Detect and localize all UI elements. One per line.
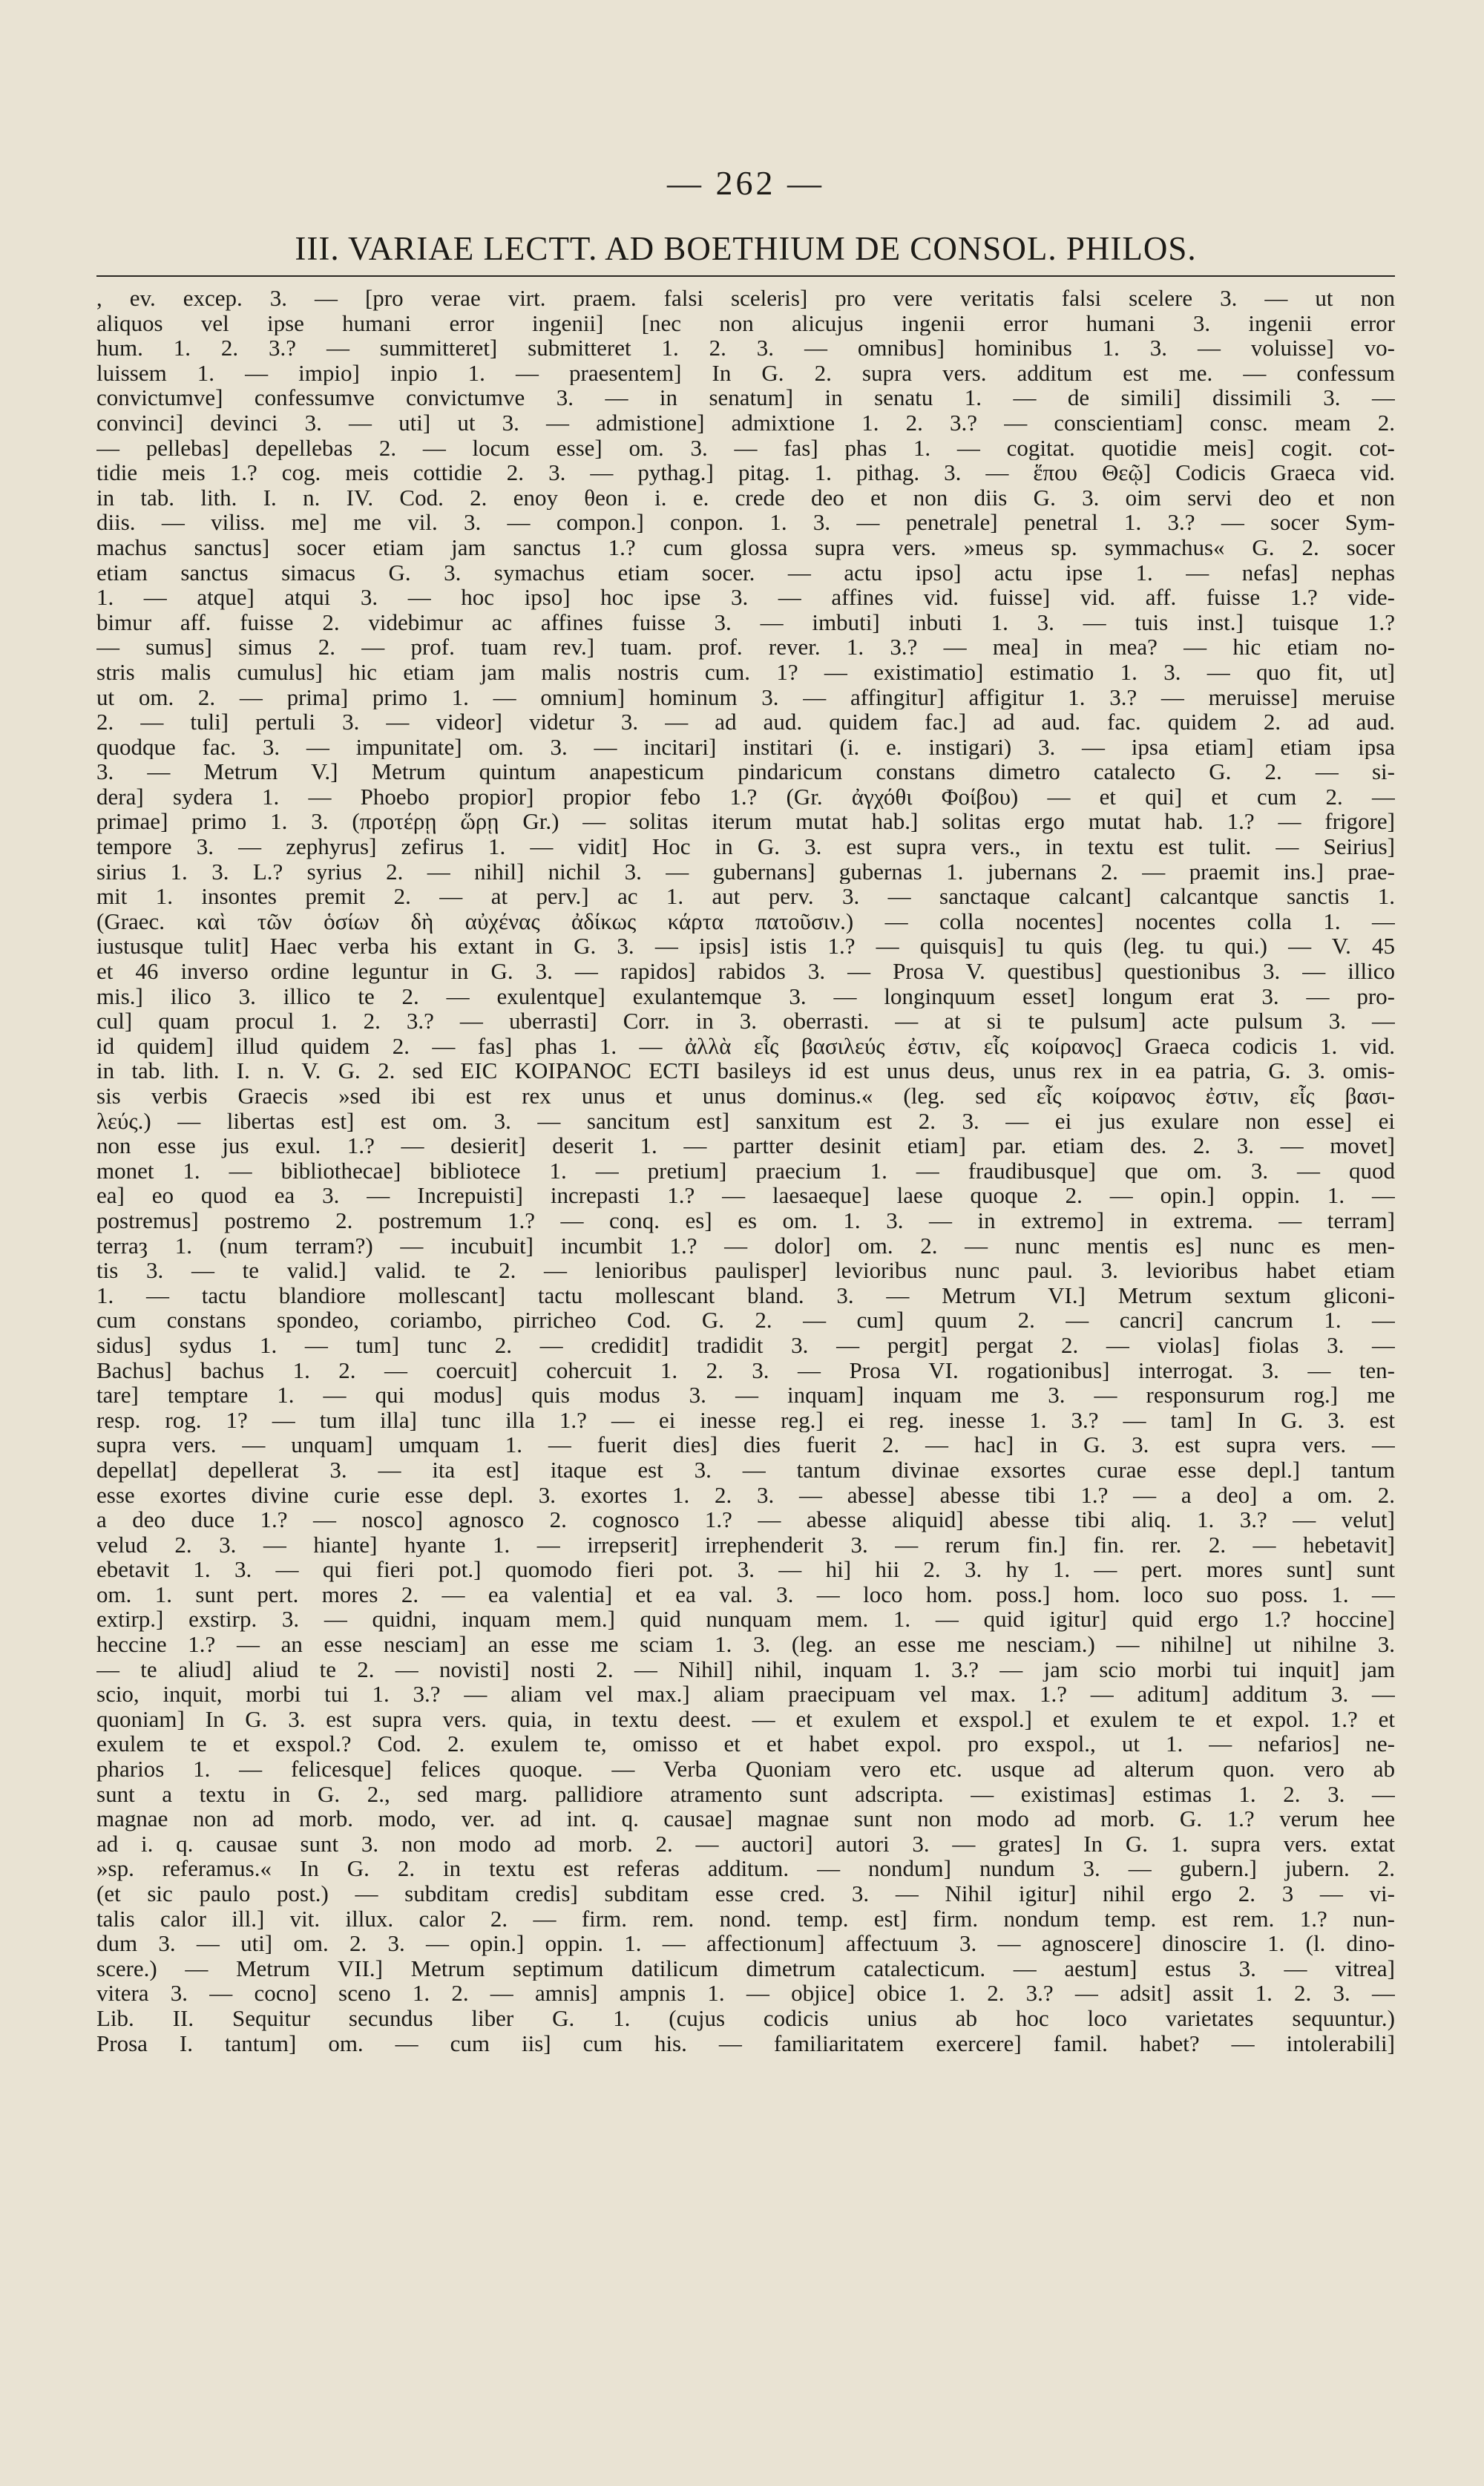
text-line: (et sic paulo post.) — subditam credis] subditam esse cred. 3. — Nihil igitur] nihil ergo 2. 3 — vi- (96, 1881, 1395, 1906)
text-line: om. 1. sunt pert. mores 2. — ea valentia] et ea val. 3. — loco hom. poss.] hom. loco suo poss. 1. — (96, 1581, 1395, 1607)
text-line: λεύς.) — libertas est] est om. 3. — sancitum est] sanxitum est 2. 3. — ei jus exulare non esse] ei (96, 1108, 1395, 1134)
text-line: tidie meis 1.? cog. meis cottidie 2. 3. — pythag.] pitag. 1. pithag. 3. — ἕπου Θεῷ] Codicis Graeca vid. (96, 460, 1395, 485)
text-line: pharios 1. — felicesque] felices quoque. — Verba Quoniam vero etc. usque ad alterum quon. vero ab (96, 1757, 1395, 1782)
text-line: esse exortes divine curie esse depl. 3. exortes 1. 2. 3. — abesse] abesse tibi 1.? — a deo] a om. 2. (96, 1482, 1395, 1508)
text-line: mit 1. insontes premit 2. — at perv.] ac 1. aut perv. 3. — sanctaque calcant] calcantque sanctis 1. (96, 884, 1395, 909)
text-line: magnae non ad morb. modo, ver. ad int. q. causae] magnae sunt non modo ad morb. G. 1.? verum hee (96, 1806, 1395, 1831)
text-line: quoniam] In G. 3. est supra vers. quia, in textu deest. — et exulem et exspol.] et exulem te et expol. 1.? et (96, 1706, 1395, 1732)
text-line: — pellebas] depellebas 2. — locum esse] om. 3. — fas] phas 1. — cogitat. quotidie meis] cogit. cot- (96, 435, 1395, 461)
text-line: in tab. lith. I. n. IV. Cod. 2. enoy θeon i. e. crede deo et non diis G. 3. oim servi deo et non (96, 485, 1395, 511)
text-line: mis.] ilico 3. illico te 2. — exulentque] exulantemque 3. — longinquum esset] longum erat 3. — pro- (96, 983, 1395, 1009)
critical-apparatus-text (96, 286, 1395, 2056)
text-line: ut om. 2. — prima] primo 1. — omnium] hominum 3. — affingitur] affigitur 1. 3.? — meruisse] meruise (96, 684, 1395, 710)
text-line: machus sanctus] socer etiam jam sanctus 1.? cum glossa supra vers. »meus sp. symmachus« G. 2. socer (96, 534, 1395, 560)
text-line: — sumus] simus 2. — prof. tuam rev.] tuam. prof. rever. 1. 3.? — mea] in mea? — hic etiam no- (96, 634, 1395, 660)
text-line: 3. — Metrum V.] Metrum quintum anapesticum pindaricum constans dimetro catalecto G. 2. — si- (96, 759, 1395, 784)
text-line: dum 3. — uti] om. 2. 3. — opin.] oppin. 1. — affectionum] affectuum 3. — agnoscere] dinoscire 1. (l. dino- (96, 1931, 1395, 1956)
text-line: Lib. II. Sequitur secundus liber G. 1. (cujus codicis unius ab hoc loco varietates sequuntur.) (96, 2005, 1395, 2031)
text-line: non esse jus exul. 1.? — desierit] deserit 1. — partter desinit etiam] par. etiam des. 2. 3. — movet] (96, 1133, 1395, 1158)
text-line: resp. rog. 1? — tum illa] tunc illa 1.? — ei inesse reg.] ei reg. inesse 1. 3.? — tam] In G. 3. est (96, 1407, 1395, 1433)
text-line: dera] sydera 1. — Phoebo propior] propior febo 1.? (Gr. ἀγχόθι Φοίβου) — et qui] et cum 2. — (96, 784, 1395, 810)
text-line: depellat] depellerat 3. — ita est] itaque est 3. — tantum divinae exsortes curae esse depl.] tantum (96, 1457, 1395, 1483)
text-line: diis. — viliss. me] me vil. 3. — compon.] conpon. 1. 3. — penetrale] penetral 1. 3.? — socer Sym- (96, 510, 1395, 535)
text-line: tare] temptare 1. — qui modus] quis modus 3. — inquam] inquam me 3. — responsurum rog.] me (96, 1383, 1395, 1408)
text-line: sis verbis Graecis »sed ibi est rex unus et unus dominus.« (leg. sed εἷς κοίρανος ἐστιν, εἷς βασι- (96, 1083, 1395, 1109)
text-line: sidus] sydus 1. — tum] tunc 2. — credidit] tradidit 3. — pergit] pergat 2. — violas] fiolas 3. — (96, 1332, 1395, 1358)
text-line: — te aliud] aliud te 2. — novisti] nosti 2. — Nihil] nihil, inquam 1. 3.? — jam scio morbi tui inquit] jam (96, 1656, 1395, 1682)
text-line: postremus] postremo 2. postremum 1.? — conq. es] es om. 1. 3. — in extremo] in extrema. — terram] (96, 1207, 1395, 1233)
text-line: sirius 1. 3. L.? syrius 2. — nihil] nichil 3. — gubernans] gubernas 1. jubernans 2. — praemit ins.] prae- (96, 859, 1395, 885)
text-line: etiam sanctus simacus G. 3. symachus etiam socer. — actu ipso] actu ipse 1. — nefas] nephas (96, 560, 1395, 586)
text-line: extirp.] exstirp. 3. — quidni, inquam mem.] quid nunquam mem. 1. — quid igitur] quid ergo 1.? hoccine] (96, 1607, 1395, 1633)
text-line: talis calor ill.] vit. illux. calor 2. — firm. rem. nond. temp. est] firm. nondum temp. est rem. 1.? nun- (96, 1906, 1395, 1932)
text-line: quodque fac. 3. — impunitate] om. 3. — incitari] institari (i. e. instigari) 3. — ipsa etiam] etiam ipsa (96, 734, 1395, 760)
text-line: bimur aff. fuisse 2. videbimur ac affines fuisse 3. — imbuti] inbuti 1. 3. — tuis inst.] tuisque 1.? (96, 609, 1395, 635)
text-line: »sp. referamus.« In G. 2. in textu est referas additum. — nondum] nundum 3. — gubern.] jubern. 2. (96, 1856, 1395, 1881)
text-line: scio, inquit, morbi tui 1. 3.? — aliam vel max.] aliam praecipuam vel max. 1.? — aditum] additum 3. — (96, 1682, 1395, 1707)
text-line: vitera 3. — cocno] sceno 1. 2. — amnis] ampnis 1. — objice] obice 1. 2. 3.? — adsit] assit 1. 2. 3. — (96, 1981, 1395, 2006)
text-line: scere.) — Metrum VII.] Metrum septimum datilicum dimetrum catalecticum. — aestum] estus 3. — vitrea] (96, 1955, 1395, 1981)
text-line: 1. — atque] atqui 3. — hoc ipso] hoc ipse 3. — affines vid. fuisse] vid. aff. fuisse 1.? vide- (96, 585, 1395, 610)
text-line: heccine 1.? — an esse nesciam] an esse me sciam 1. 3. (leg. an esse me nesciam.) — nihilne] ut nihilne 3. (96, 1632, 1395, 1657)
text-line: exulem te et exspol.? Cod. 2. exulem te, omisso et et habet expol. pro exspol., ut 1. — nefarios] ne- (96, 1731, 1395, 1757)
text-line: ebetavit 1. 3. — qui fieri pot.] quomodo fieri pot. 3. — hi] hii 2. 3. hy 1. — pert. mores sunt] sunt (96, 1557, 1395, 1582)
text-line: hum. 1. 2. 3.? — summitteret] submitteret 1. 2. 3. — omnibus] hominibus 1. 3. — voluisse] vo- (96, 335, 1395, 361)
text-line: sunt a textu in G. 2., sed marg. pallidiore atramento sunt adscripta. — existimas] estimas 1. 2. 3. — (96, 1781, 1395, 1807)
text-line: stris malis cumulus] hic etiam jam malis nostris cum. 1? — existimatio] estimatio 1. 3. — quo fit, ut] (96, 659, 1395, 685)
text-line: 1. — tactu blandiore mollescant] tactu mollescant bland. 3. — Metrum VI.] Metrum sextum gliconi- (96, 1282, 1395, 1308)
text-line: et 46 inverso ordine leguntur in G. 3. — rapidos] rabidos 3. — Prosa V. questibus] questionibus 3. — illico (96, 959, 1395, 984)
text-line: terraȝ 1. (num terram?) — incubuit] incumbit 1.? — dolor] om. 2. — nunc mentis es] nunc es men- (96, 1233, 1395, 1259)
text-line: convinci] devinci 3. — uti] ut 3. — admistione] admixtione 1. 2. 3.? — conscientiam] consc. meam 2. (96, 410, 1395, 436)
text-line: , ev. excep. 3. — [pro verae virt. praem. falsi sceleris] pro vere veritatis falsi scelere 3. — ut non (96, 286, 1395, 311)
text-line: tis 3. — te valid.] valid. te 2. — lenioribus paulisper] levioribus nunc paul. 3. levioribus habet etiam (96, 1258, 1395, 1283)
page-number: — 262 — (667, 164, 824, 202)
header-rule (96, 275, 1395, 277)
running-head: III. VARIAE LECTT. AD BOETHIUM DE CONSOL. PHILOS. (295, 230, 1197, 267)
text-line: Bachus] bachus 1. 2. — coercuit] cohercuit 1. 2. 3. — Prosa VI. rogationibus] interrogat. 3. — ten- (96, 1357, 1395, 1383)
text-line: ea] eo quod ea 3. — Increpuisti] increpasti 1.? — laesaeque] laese quoque 2. — opin.] oppin. 1. — (96, 1183, 1395, 1208)
text-line: ad i. q. causae sunt 3. non modo ad morb. 2. — auctori] autori 3. — grates] In G. 1. supra vers. extat (96, 1831, 1395, 1857)
text-line: monet 1. — bibliothecae] bibliotece 1. — pretium] praecium 1. — fraudibusque] que om. 3. — quod (96, 1158, 1395, 1184)
text-line: in tab. lith. I. n. V. G. 2. sed EIC KOIPANOC ECTI basileys id est unus deus, unus rex in ea patria, G. 3. omis- (96, 1058, 1395, 1083)
text-line: tempore 3. — zephyrus] zefirus 1. — vidit] Hoc in G. 3. est supra vers., in textu est tulit. — Seirius] (96, 834, 1395, 859)
text-line: iustusque tulit] Haec verba his extant in G. 3. — ipsis] istis 1.? — quisquis] tu quis (leg. tu qui.) — V. 45 (96, 934, 1395, 960)
text-line: cum constans spondeo, coriambo, pirricheo Cod. G. 2. — cum] quum 2. — cancri] cancrum 1. — (96, 1308, 1395, 1333)
text-line: id quidem] illud quidem 2. — fas] phas 1. — ἀλλὰ εἷς βασιλεύς ἐστιν, εἷς κοίρανος] Graeca codicis 1. vid. (96, 1033, 1395, 1059)
text-line: 2. — tuli] pertuli 3. — videor] videtur 3. — ad aud. quidem fac.] ad aud. fac. quidem 2. ad aud. (96, 709, 1395, 735)
text-line: primae] primo 1. 3. (προτέρῃ ὥρῃ Gr.) — solitas iterum mutat hab.] solitas ergo mutat hab. 1.? — frigore] (96, 809, 1395, 835)
text-line: supra vers. — unquam] umquam 1. — fuerit dies] dies fuerit 2. — hac] in G. 3. est supra vers. — (96, 1432, 1395, 1457)
text-line: luissem 1. — impio] inpio 1. — praesentem] In G. 2. supra vers. additum est me. — confessum (96, 360, 1395, 386)
text-line: Prosa I. tantum] om. — cum iis] cum his. — familiaritatem exercere] famil. habet? — intolerabili] (96, 2030, 1395, 2056)
text-line: aliquos vel ipse humani error ingenii] [nec non alicujus ingenii error humani 3. ingenii error (96, 310, 1395, 336)
text-line: cul] quam procul 1. 2. 3.? — uberrasti] Corr. in 3. oberrasti. — at si te pulsum] acte pulsum 3. — (96, 1008, 1395, 1034)
text-line: velud 2. 3. — hiante] hyante 1. — irrepserit] irrephenderit 3. — rerum fin.] fin. rer. 2. — hebetavit] (96, 1532, 1395, 1558)
text-line: (Graec. καὶ τῶν ὁσίων δὴ αὐχένας ἀδίκως κάρτα πατοῦσιν.) — colla nocentes] nocentes colla 1. — (96, 908, 1395, 934)
text-line: a deo duce 1.? — nosco] agnosco 2. cognosco 1.? — abesse aliquid] abesse tibi aliq. 1. 3.? — velut] (96, 1507, 1395, 1532)
text-line: convictumve] confessumve convictumve 3. — in senatum] in senatu 1. — de simili] dissimili 3. — (96, 385, 1395, 410)
